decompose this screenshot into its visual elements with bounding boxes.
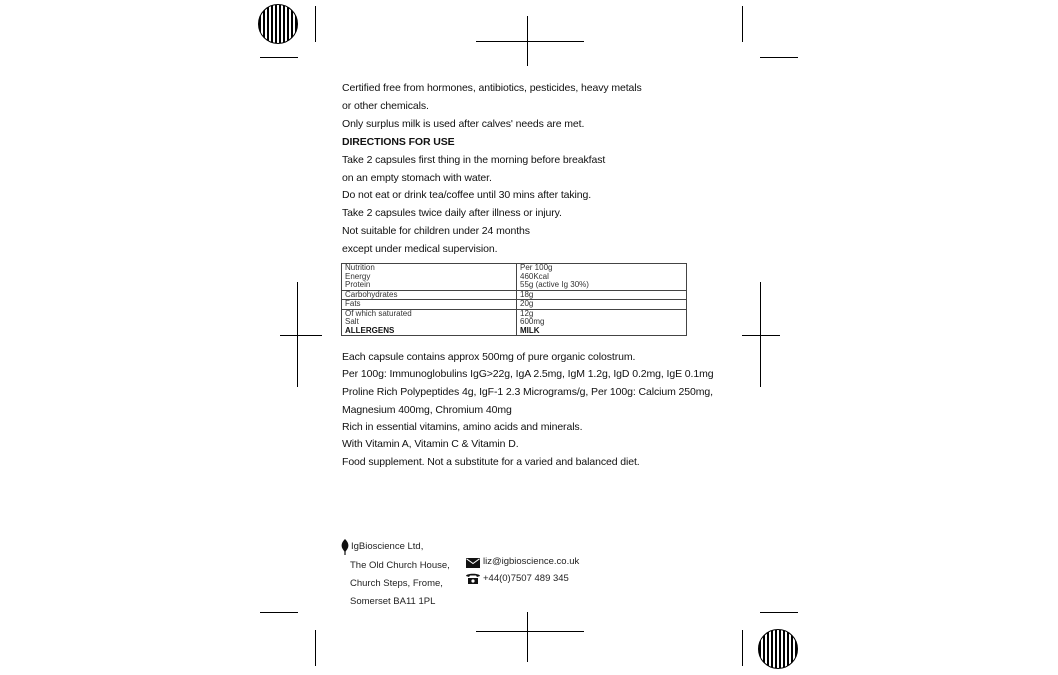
crop-mark [760,612,798,613]
nutrition-table [341,263,687,336]
table-row [342,264,687,291]
telephone-icon [466,573,480,584]
nutrition-label: Salt [345,317,359,326]
nutrition-value: 55g (active Ig 30%) [520,280,589,289]
directions-line: Take 2 capsules first thing in the morning before breakfast [342,154,606,166]
directions-line: Do not eat or drink tea/coffee until 30 mins after taking. [342,189,592,201]
directions-line: on an empty stomach with water. [342,172,492,184]
crosshair-right [760,282,761,387]
crop-mark [315,6,316,42]
leaf-logo-icon [340,539,350,555]
directions-line: Not suitable for children under 24 months [342,225,530,237]
nutrition-label: Energy [345,271,371,281]
table-row [342,309,687,336]
crosshair-top [527,16,528,66]
capsule-line: Proline Rich Polypeptides 4g, IgF-1 2.3 Micrograms/g, Per 100g: Calcium 250mg, [342,386,713,398]
directions-line: Take 2 capsules twice daily after illness or injury. [342,207,562,219]
crosshair-top [476,41,584,42]
address-line: Somerset BA11 1PL [350,596,436,607]
allergens-label: ALLERGENS [345,325,395,335]
capsule-line: Magnesium 400mg, Chromium 40mg [342,404,512,416]
address-line: Church Steps, Frome, [350,578,443,589]
registration-mark-top-left [258,4,298,44]
nutrition-value: Per 100g [520,263,553,272]
crop-mark [260,57,298,58]
nutrition-label: Of which saturated [345,308,412,318]
crosshair-left [297,282,298,387]
intro-line: Only surplus milk is used after calves' needs are met. [342,118,585,130]
directions-line: except under medical supervision. [342,243,498,255]
crop-mark [260,612,298,613]
nutrition-value: 18g [520,289,534,299]
capsule-line: With Vitamin A, Vitamin C & Vitamin D. [342,438,519,450]
crop-mark [315,630,316,666]
email-address: liz@igbioscience.co.uk [483,556,580,567]
directions-heading: DIRECTIONS FOR USE [342,136,455,148]
crop-mark [760,57,798,58]
nutrition-label: Carbohydrates [345,289,398,299]
envelope-icon [466,558,480,568]
intro-line: or other chemicals. [342,100,429,112]
nutrition-value: 12g [520,308,534,318]
crop-mark [742,630,743,666]
nutrition-label: Nutrition [345,263,375,272]
crosshair-bottom [527,612,528,662]
address-line: The Old Church House, [350,560,450,571]
capsule-line: Rich in essential vitamins, amino acids and minerals. [342,421,583,433]
nutrition-label: Protein [345,280,371,289]
crosshair-bottom [476,631,584,632]
nutrition-value: 460Kcal [520,271,549,281]
capsule-line: Per 100g: Immunoglobulins IgG>22g, IgA 2.5mg, IgM 1.2g, IgD 0.2mg, IgE 0.1mg [342,368,714,380]
allergens-value: MILK [520,325,540,335]
intro-line: Certified free from hormones, antibiotics, pesticides, heavy metals [342,82,642,94]
company-name: IgBioscience Ltd, [351,541,424,552]
nutrition-label: Fats [345,299,361,308]
crop-mark [742,6,743,42]
registration-mark-bottom-right [758,629,798,669]
table-row [342,290,687,300]
crosshair-right [742,335,780,336]
phone-number: +44(0)7507 489 345 [483,573,569,584]
nutrition-value: 20g [520,299,534,308]
capsule-line: Food supplement. Not a substitute for a varied and balanced diet. [342,456,640,468]
table-row [342,300,687,310]
crosshair-left [280,335,322,336]
nutrition-value: 600mg [520,317,545,326]
capsule-line: Each capsule contains approx 500mg of pure organic colostrum. [342,351,636,363]
